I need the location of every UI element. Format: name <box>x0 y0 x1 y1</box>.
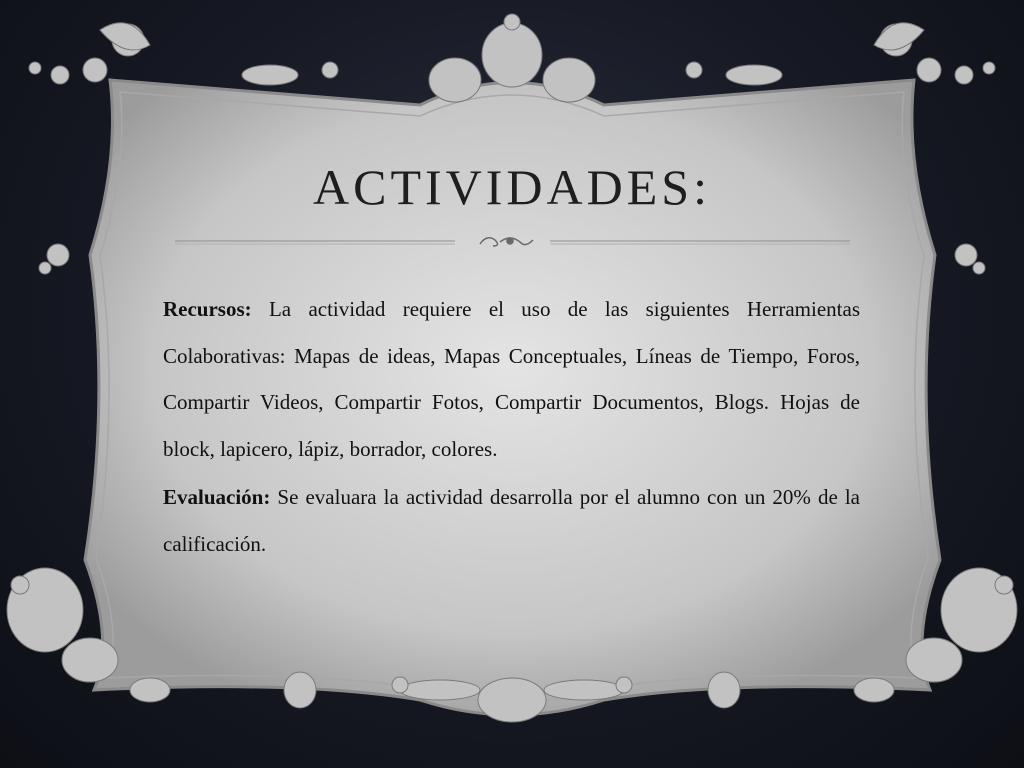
slide-body <box>163 286 860 569</box>
evaluation-text: Se evaluara la actividad desarrolla por el alumno con un 20% de la calificación. <box>163 485 860 556</box>
evaluation-paragraph <box>163 474 860 567</box>
bottom-center-ornament <box>392 677 632 722</box>
title-divider <box>175 228 850 254</box>
top-left-ornament <box>29 23 150 84</box>
resources-text: La actividad requiere el uso de las siguientes Herramientas Colaborativas: Mapas de ideas, Mapas Conceptuales, Líneas de Tiempo, Foros, Compartir Videos, Compartir Fotos, Compartir Documentos, Blogs. Hojas de block, lapicero, lápiz, borrador, colores. <box>163 297 860 461</box>
resources-label: Recursos: <box>163 297 252 321</box>
evaluation-label: Evaluación: <box>163 485 271 509</box>
scroll-flourish-icon <box>480 238 533 246</box>
resources-paragraph <box>163 286 860 472</box>
top-right-ornament <box>874 23 995 84</box>
slide-title: ACTIVIDADES: <box>313 159 711 215</box>
